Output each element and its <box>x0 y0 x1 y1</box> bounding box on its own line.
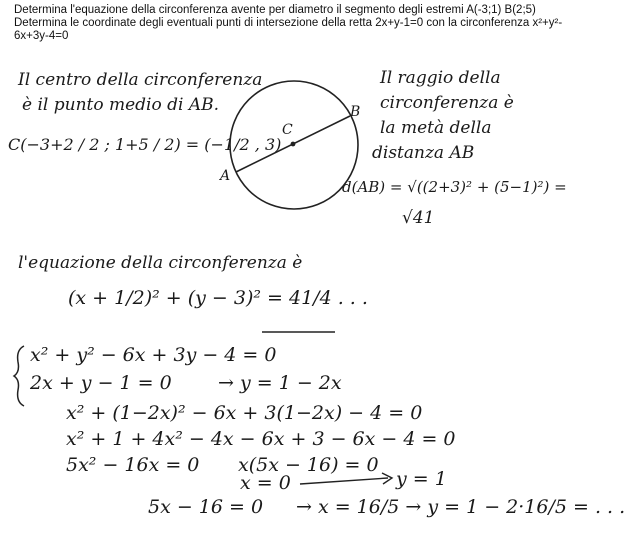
circle-equation: (x + 1/2)² + (y − 3)² = 41/4 . . . <box>68 287 368 309</box>
problem-line-1: Determina l'equazione della circonferenza avente per diametro il segmento degli estremi A(-3;1) B(2;5) <box>14 4 536 16</box>
problem-line-3: 6x+3y-4=0 <box>14 30 69 42</box>
label-b: B <box>350 104 361 120</box>
step-4-result: y = 1 <box>396 468 447 490</box>
radius-note-line-4: distanza AB <box>372 143 475 163</box>
system-eq-2: 2x + y − 1 = 0 <box>30 372 172 394</box>
label-a: A <box>220 168 231 184</box>
center-note-line-1: Il centro della circonferenza <box>18 70 263 90</box>
system-eq-1: x² + y² − 6x + 3y − 4 = 0 <box>30 344 277 366</box>
radius-note-line-2: circonferenza è <box>380 93 514 113</box>
step-3: 5x² − 16x = 0 <box>66 454 200 476</box>
center-note-line-2: è il punto medio di AB. <box>22 95 220 115</box>
system-eq-2-substitution: → y = 1 − 2x <box>218 372 342 394</box>
radius-note-line-1: Il raggio della <box>380 68 501 88</box>
radius-result: √41 <box>402 208 435 228</box>
step-5: 5x − 16 = 0 <box>148 496 264 518</box>
step-3-factor: x(5x − 16) = 0 <box>238 454 379 476</box>
radius-note-line-3: la metà della <box>380 118 492 138</box>
center-formula: C(−3+2 / 2 ; 1+5 / 2) = (−1/2 , 3) <box>8 135 282 154</box>
equation-intro: l'equazione della circonferenza è <box>18 253 303 273</box>
step-5-result: → x = 16/5 → y = 1 − 2·16/5 = . . . <box>296 496 625 518</box>
step-1: x² + (1−2x)² − 6x + 3(1−2x) − 4 = 0 <box>66 402 423 424</box>
label-c: C <box>282 122 293 138</box>
step-2: x² + 1 + 4x² − 4x − 6x + 3 − 6x − 4 = 0 <box>66 428 456 450</box>
problem-line-2: Determina le coordinate degli eventuali punti di intersezione della retta 2x+y-1=0 con la circonferenza x²+y²- <box>14 17 563 29</box>
step-4: x = 0 <box>240 472 291 494</box>
radius-formula: d(AB) = √((2+3)² + (5−1)²) = <box>342 178 567 196</box>
